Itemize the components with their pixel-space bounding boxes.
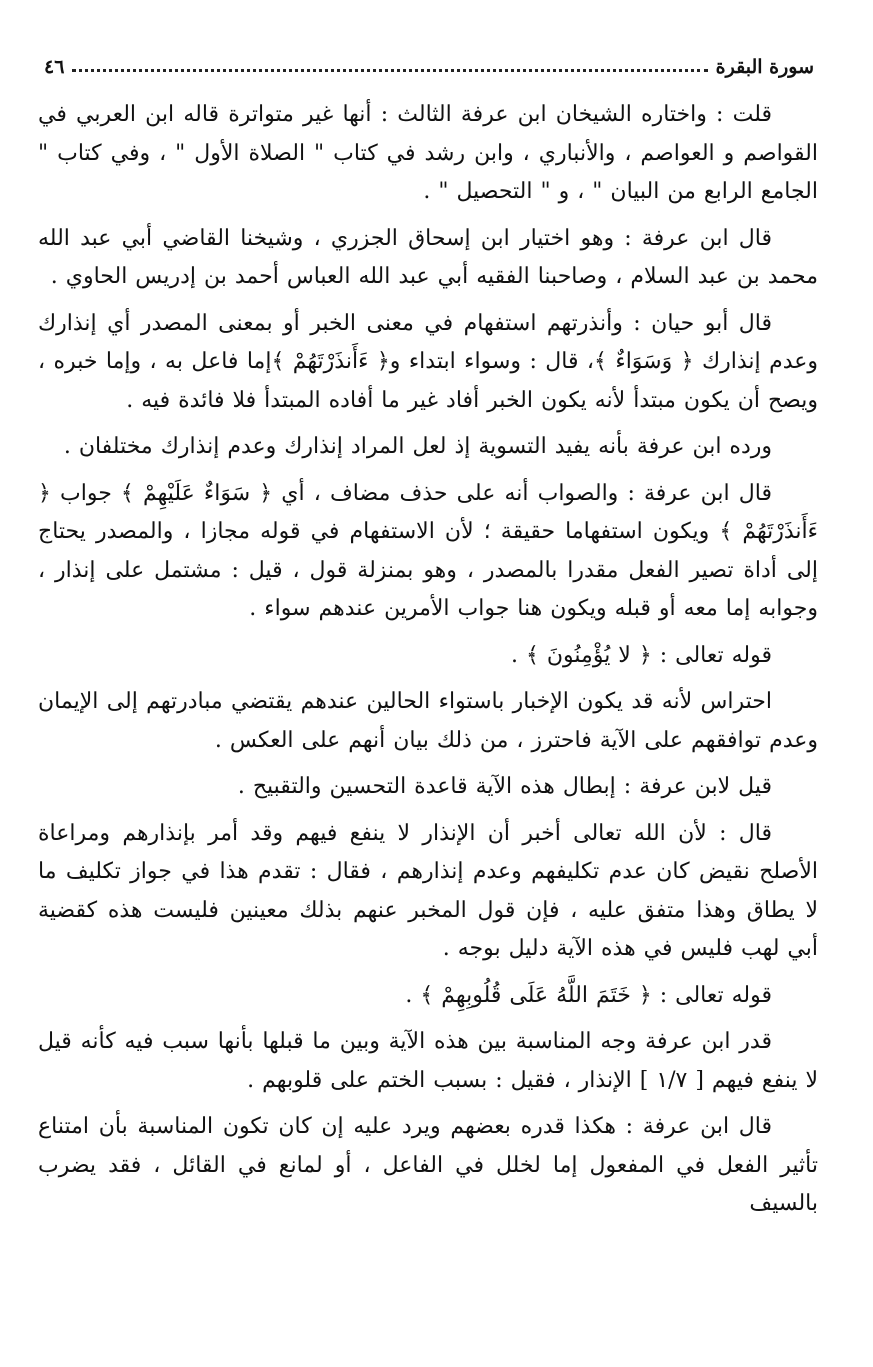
verse-heading: قوله تعالى : ﴿ خَتَمَ اللَّهُ عَلَى قُلُوبِهِمْ ﴾ .: [405, 982, 772, 1008]
paragraph: قال ابن عرفة : هكذا قدره بعضهم ويرد عليه إن كان تكون المناسبة بأن امتناع تأثير الفعل في المفعول إما لخلل في الفاعل ، أو لمانع في القائل ، فقد يضرب بالسيف: [38, 1114, 818, 1216]
paragraph: قال ابن عرفة : وهو اختيار ابن إسحاق الجزري ، وشيخنا القاضي أبي عبد الله محمد بن عبد السلام ، وصاحبنا الفقيه أبي عبد الله العباس أحمد بن إدريس الحاوي .: [38, 225, 818, 289]
header-dotted-leader: [72, 69, 707, 72]
paragraph: قيل لابن عرفة : إبطال هذه الآية قاعدة التحسين والتقبيح .: [237, 774, 772, 799]
page-number: ٤٦: [44, 56, 65, 78]
paragraph: قال : لأن الله تعالى أخبر أن الإنذار لا ينفع فيهم وقد أمر بإنذارهم ومراعاة الأصلح نقيض كان عدم تكليفهم وعدم إنذارهم ، فقال : تقدم هذا في جواز تكليف ما لا يطاق وهذا متفق عليه ، فإن قول المخبر عنهم بذلك معينين فليست هذه كقضية أبي لهب فليس في هذه الآية دليل بوجه .: [38, 820, 818, 961]
paragraph: ورده ابن عرفة بأنه يفيد التسوية إذ لعل المراد إنذارك وعدم إنذارك مختلفان .: [63, 434, 772, 459]
paragraph: احتراس لأنه قد يكون الإخبار باستواء الحالين عندهم يقتضي مبادرتهم إلى الإيمان وعدم توافقهم على الآية فاحترز ، من ذلك بيان أنهم على العكس .: [38, 689, 818, 753]
paragraph: قال ابن عرفة : والصواب أنه على حذف مضاف ، أي ﴿ سَوَاءٌ عَلَيْهِمْ ﴾ جواب ﴿ ءَأَنذَرْتَهُمْ ﴾ ويكون استفهاما حقيقة ؛ لأن الاستفهام في قوله مجازا ، والمصدر يحتاج إلى أداة تصير الفعل مقدرا بالمصدر ، وهو بمنزلة قول ، قيل : مشتمل على إنذار ، وجوابه إما معه أو قبله ويكون هنا جواب الأمرين عندهم سواء .: [38, 480, 818, 621]
paragraph: قدر ابن عرفة وجه المناسبة بين هذه الآية وبين ما قبلها بأنها سبب فيه كأنه قيل لا ينفع فيهم [ ١/٧ ] الإنذار ، فقيل : بسبب الختم على قلوبهم .: [38, 1029, 818, 1093]
verse-heading: قوله تعالى : ﴿ لا يُؤْمِنُونَ ﴾ .: [511, 642, 772, 668]
surah-title: سورة البقرة: [715, 56, 814, 78]
book-page: [38, 0, 818, 1367]
body-text: [38, 96, 818, 1232]
paragraph: قلت : واختاره الشيخان ابن عرفة الثالث : أنها غير متواترة قاله ابن العربي في القواصم و العواصم ، والأنباري ، وابن رشد في كتاب " الصلاة الأول " ، وفي كتاب " الجامع الرابع من البيان " ، و " التحصيل " .: [38, 102, 818, 204]
paragraph: قال أبو حيان : وأنذرتهم استفهام في معنى الخبر أو بمعنى المصدر أي إنذارك وعدم إنذارك ﴿ وَسَوَاءٌ ﴾، قال : وسواء ابتداء و﴿ ءَأَنذَرْتَهُمْ ﴾إما فاعل به ، وإما خبره ، ويصح أن يكون مبتدأ لأنه يكون الخبر أفاد غير ما أفاده المبتدأ فلا فائدة فيه .: [38, 310, 818, 413]
running-header: [38, 52, 818, 82]
